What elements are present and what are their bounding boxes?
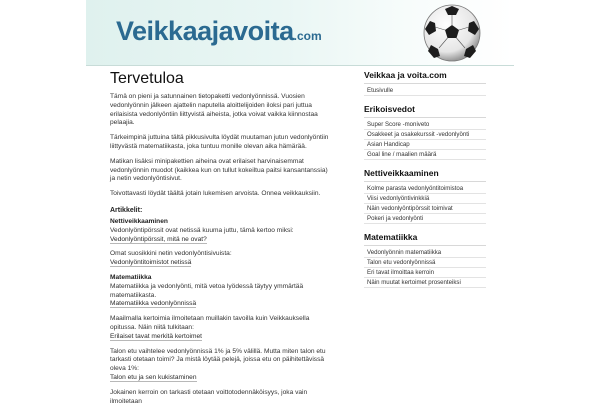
sidebar-item[interactable]: Kolme parasta vedonlyöntitoimistoa	[364, 184, 486, 194]
article-text: Jokainen kerroin on tarkasti otetaan voittotodennäköisyys, joka vain ilmoitetaan	[110, 388, 308, 405]
sidebar-block-title: Erikoisvedot	[364, 104, 486, 118]
sidebar-item[interactable]: Viisi vedonlyöntivinkkiä	[364, 194, 486, 204]
page-title: Tervetuloa	[110, 70, 184, 87]
article-item	[110, 274, 334, 309]
article-link[interactable]: Vedonlyöntitoimistot netissä	[110, 259, 192, 267]
sidebar-item[interactable]: Pokeri ja vedonlyönti	[364, 214, 486, 224]
sidebar-block-title: Matematiikka	[364, 232, 486, 246]
left-margin	[0, 0, 86, 400]
article-link[interactable]: Matematiikka vedonlyönnissä	[110, 300, 197, 308]
sidebar	[364, 70, 486, 296]
sidebar-item[interactable]: Eri tavat ilmoittaa kerroin	[364, 268, 486, 278]
sidebar-block	[364, 232, 486, 288]
right-margin	[514, 0, 600, 400]
article-item	[110, 389, 334, 407]
sidebar-block-title: Veikkaa ja voita.com	[364, 70, 486, 84]
article-item	[110, 250, 334, 268]
intro-paragraph: Toivottavasti löydät täältä jotain lukemisen arvoista. Onnea veikkauksiin.	[110, 190, 321, 198]
sidebar-block	[364, 168, 486, 224]
sidebar-item[interactable]: Talon etu vedonlyönnissä	[364, 258, 486, 268]
article-item	[110, 218, 334, 244]
article-title: Matematiikka	[110, 273, 152, 281]
intro-paragraph: Tämä on pieni ja satunnainen tietopaketti vedonlyönnissä. Vuosien vedonlyönnin jälkeen ajattelin naputella aloittelijoiden iloksi pari juttua erilaisista vedonlyöntiin liittyvistä aiheista, jotka voivat vaikka kiinnostaa pelaajia.	[110, 93, 318, 127]
article-link[interactable]: Erilaiset tavat merkitä kertoimet	[110, 332, 202, 340]
sidebar-item[interactable]: Näin muutat kertoimet prosenteiksi	[364, 278, 486, 288]
article-link[interactable]: Talon etu ja sen kukistaminen	[110, 373, 197, 381]
main-content	[110, 70, 334, 412]
soccer-ball-icon	[422, 3, 482, 63]
article-link[interactable]: Vedonlyöntipörssit, mitä ne ovat?	[110, 235, 207, 243]
site-logo[interactable]	[116, 16, 322, 47]
articles-heading: Artikkelit:	[110, 206, 143, 214]
sidebar-item[interactable]: Osakkeet ja osakekurssit -vedonlyönti	[364, 130, 486, 140]
sidebar-item[interactable]: Asian Handicap	[364, 140, 486, 150]
sidebar-block	[364, 104, 486, 160]
article-text: Talon etu vaihtelee vedonlyönnissä 1% ja 5% välillä. Mutta miten talon etu tarkasti otetaan toimi? Ja mistä löytää pelejä, joissa etu on päihitettävissä oleva 1%:	[110, 347, 326, 373]
article-text: Maailmalla kertoimia ilmoitetaan muillakin tavoilla kuin Veikkauksella opitussa. Näin niitä tulkitaan:	[110, 315, 310, 331]
article-item	[110, 315, 334, 341]
article-text: Omat suosikkini netin vedonlyöntisivuista:	[110, 250, 232, 258]
intro-paragraph: Tärkeimpinä juttuina tältä pikkusivulta löydät muutaman jutun vedonlyöntiin liittyvästä matematiikasta, joka tuntuu monille olevan aika hämärää.	[110, 134, 329, 150]
sidebar-item[interactable]: Näin vedonlyöntipörssit toimivat	[364, 204, 486, 214]
article-text: Matematiikka ja vedonlyönti, mitä vetoa lyödessä täytyy ymmärtää matematiikasta.	[110, 282, 304, 299]
sidebar-item[interactable]: Vedonlyönnin matematiikka	[364, 248, 486, 258]
intro-paragraph: Matikan lisäksi minipakettien aiheina ovat erilaiset harvinaisemmat vedonlyönnin muodot (kaikkea kun on tullut kokeiltua paitsi kansantanssia) ja netin vedonlyöntisivut.	[110, 157, 328, 183]
article-title: Nettiveikkaaminen	[110, 217, 168, 225]
sidebar-block-title: Nettiveikkaaminen	[364, 168, 486, 182]
sidebar-item[interactable]: Goal line / maalien määrä	[364, 150, 486, 160]
article-text: Vedonlyöntipörssit ovat netissä kuuma juttu, tämä kertoo miksi:	[110, 226, 294, 234]
site-header	[86, 0, 514, 66]
sidebar-block	[364, 70, 486, 96]
logo-suffix-text: .com	[293, 29, 322, 43]
sidebar-item[interactable]: Etusivulle	[364, 86, 486, 96]
article-item	[110, 348, 334, 383]
sidebar-item[interactable]: Super Score -moniveto	[364, 120, 486, 130]
logo-main-text: Veikkaajavoita	[116, 16, 294, 46]
